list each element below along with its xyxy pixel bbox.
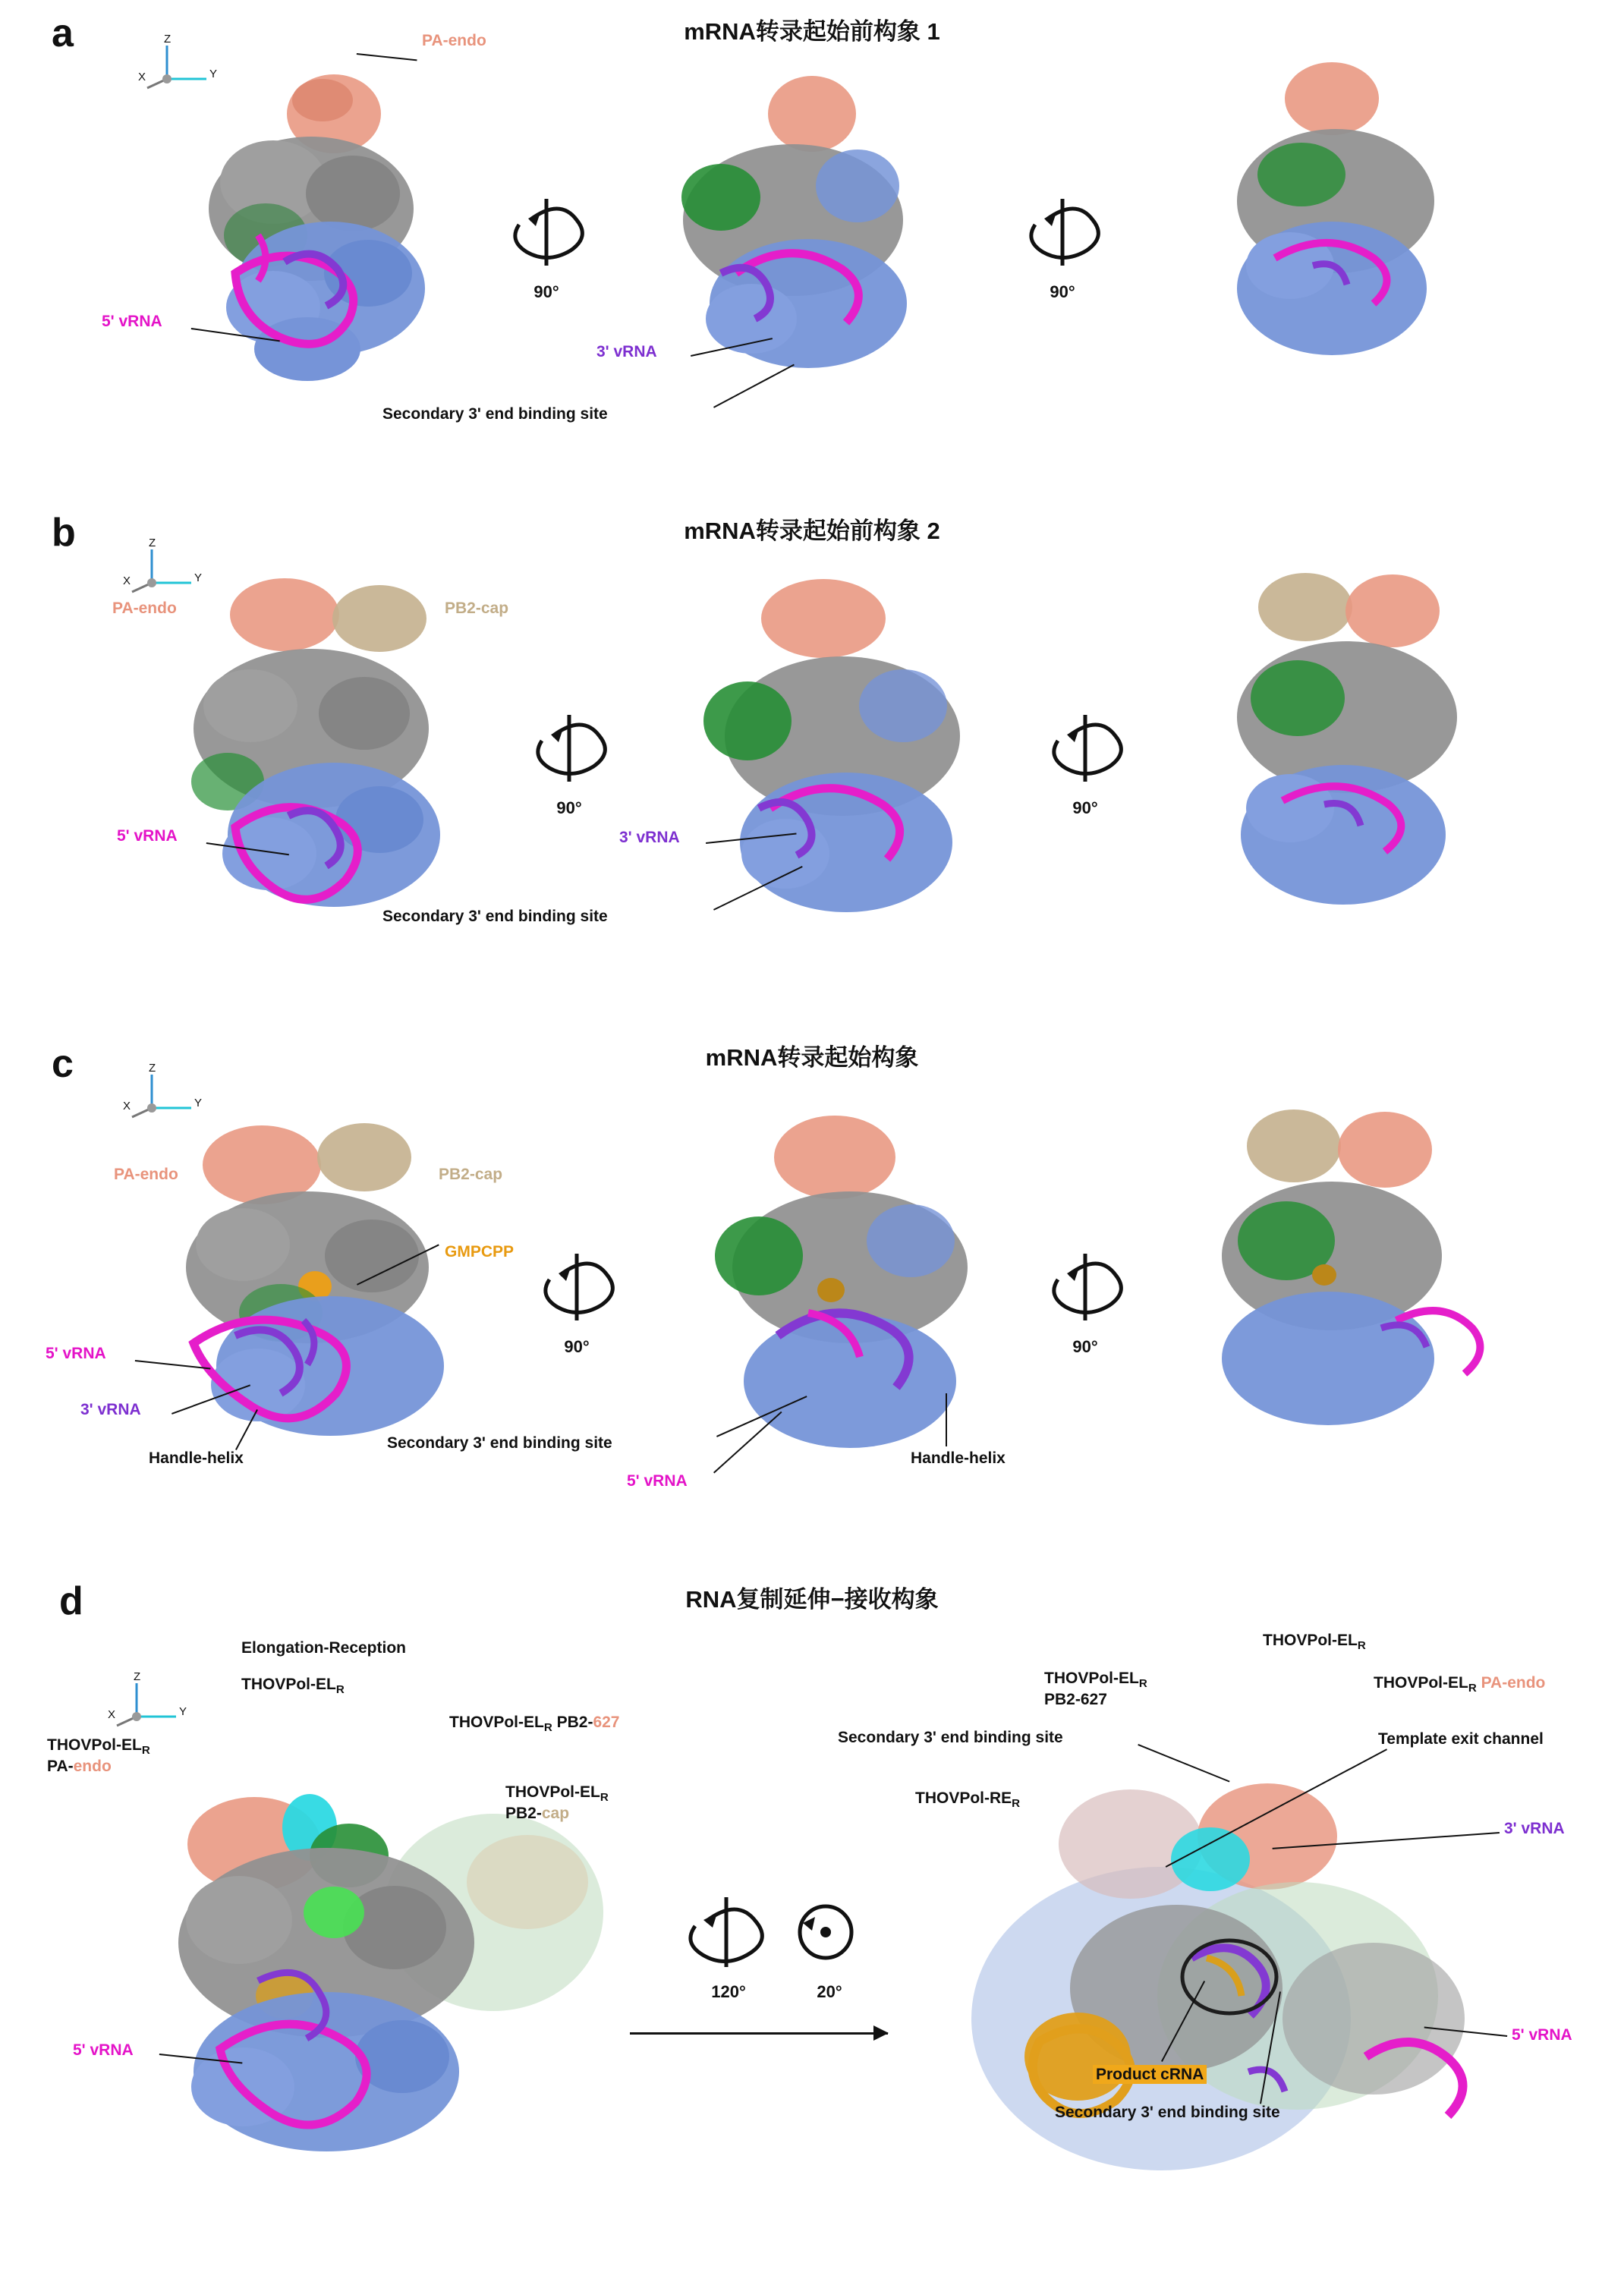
rotation-symbol-a-2: [1017, 190, 1100, 273]
label-pb2-cap-b: PB2-cap: [445, 600, 509, 617]
label-thovpol-el-r-pa-endo-left-tail: PA-: [47, 1758, 74, 1776]
label-thovpol-el-r-right-sub: R: [1357, 1639, 1366, 1653]
label-thovpol-el-r-pb2-cap-left: [505, 1783, 609, 1824]
label-pb2-cap-c: PB2-cap: [439, 1166, 503, 1183]
label-thovpol-re-r-sub: R: [1012, 1797, 1021, 1811]
label-product-crna-text: Product cRNA: [1093, 2065, 1207, 2084]
svg-text:Z: Z: [149, 537, 156, 549]
panel-a-title: mRNA转录起始前构象 1: [684, 18, 940, 45]
label-thovpol-el-r-pa-endo-left-sub: R: [141, 1744, 150, 1758]
structure-c-view3: [1169, 1078, 1525, 1503]
label-thovpol-el-r-pa-endo-left-text: THOVPol-EL: [47, 1736, 142, 1754]
label-thovpol-el-r-right: [1263, 1632, 1366, 1653]
svg-text:X: X: [138, 71, 146, 83]
structure-c-view2: [660, 1085, 1017, 1510]
label-thovpol-el-r-pa-endo-right-text: THOVPol-EL: [1374, 1674, 1468, 1692]
structure-b-view3: [1184, 539, 1518, 964]
structure-a-view2: [630, 46, 949, 440]
panel-d: [0, 1556, 1624, 2285]
structure-d-left: [99, 1692, 615, 2239]
svg-text:X: X: [123, 574, 131, 587]
svg-text:Y: Y: [209, 68, 218, 80]
label-thovpol-el-r-right-text: THOVPol-EL: [1263, 1632, 1358, 1649]
label-thovpol-el-r-pb2-cap-left-sub: R: [600, 1791, 609, 1805]
label-thovpol-el-r-pb2-627-tail2: 627: [593, 1714, 620, 1731]
label-5prime-vrna-a: 5' vRNA: [102, 313, 162, 330]
label-secondary-3prime-site-b: Secondary 3' end binding site: [382, 908, 608, 925]
rotation-label-c-2: 90°: [1072, 1337, 1098, 1356]
rotation-symbol-c-2: [1040, 1245, 1123, 1328]
label-3prime-vrna-a: 3' vRNA: [596, 343, 657, 360]
label-thovpol-el-r-pa-endo-left: [47, 1736, 150, 1777]
label-5prime-vrna-b: 5' vRNA: [117, 827, 178, 845]
label-pa-endo-a: PA-endo: [422, 32, 486, 49]
label-5prime-vrna-c-mid: 5' vRNA: [627, 1472, 688, 1490]
label-thovpol-el-r-pb2-627-tail: PB2-: [552, 1714, 593, 1731]
label-thovpol-el-r-pb2-627: [449, 1714, 620, 1735]
rotation-label-c-1: 90°: [564, 1337, 590, 1356]
svg-text:Y: Y: [179, 1705, 187, 1718]
rotation-symbol-c-1: [531, 1245, 615, 1328]
svg-text:Y: Y: [194, 1097, 203, 1109]
svg-text:Y: Y: [194, 571, 203, 584]
rotation-label-b-1: 90°: [556, 798, 582, 817]
label-thovpol-el-r-pa-endo-left-tail2: endo: [73, 1758, 112, 1776]
rotation-label-d-2: 20°: [817, 1982, 842, 2001]
rotation-symbol-a-1: [501, 190, 584, 273]
svg-text:X: X: [108, 1708, 116, 1721]
label-thovpol-el-r-left-text: THOVPol-EL: [241, 1676, 336, 1693]
label-5prime-vrna-d-right: 5' vRNA: [1512, 2026, 1572, 2044]
label-thovpol-el-r-pa-endo-right: [1374, 1674, 1545, 1695]
panel-a: [0, 0, 1624, 486]
label-thovpol-re-r: [915, 1789, 1020, 1811]
structure-d-right: [903, 1768, 1548, 2254]
rotation-symbol-d-1: [679, 1890, 763, 1973]
svg-text:Z: Z: [164, 33, 172, 46]
label-thovpol-el-r-pb2-627-sub: R: [543, 1721, 552, 1735]
rotation-symbol-b-2: [1040, 706, 1123, 789]
label-5prime-vrna-c: 5' vRNA: [46, 1345, 106, 1362]
panel-b-title: mRNA转录起始前构象 2: [684, 518, 940, 544]
svg-text:X: X: [123, 1100, 131, 1113]
label-thovpol-el-r-left-sub: R: [335, 1683, 345, 1697]
label-template-exit-channel: Template exit channel: [1378, 1730, 1544, 1748]
label-pa-endo-c: PA-endo: [114, 1166, 178, 1183]
rotation-label-d-1: 120°: [711, 1982, 746, 2001]
panel-c-title: mRNA转录起始构象: [705, 1044, 919, 1071]
label-secondary-3prime-site-c: Secondary 3' end binding site: [387, 1434, 612, 1452]
label-secondary-3prime-site-d-bottom: Secondary 3' end binding site: [1055, 2104, 1280, 2121]
label-thovpol-el-r-pb2-cap-left-tail2: cap: [541, 1805, 570, 1823]
label-secondary-3prime-site-a: Secondary 3' end binding site: [382, 405, 608, 423]
label-secondary-3prime-site-d-top: Secondary 3' end binding site: [838, 1729, 1063, 1746]
rotation-label-a-1: 90°: [533, 282, 559, 301]
rotation-label-a-2: 90°: [1050, 282, 1075, 301]
label-5prime-vrna-d-left: 5' vRNA: [73, 2041, 134, 2059]
label-3prime-vrna-c-left: 3' vRNA: [80, 1401, 141, 1418]
structure-a-view3: [1184, 38, 1503, 433]
label-thovpol-el-r-pb2-627-text: THOVPol-EL: [449, 1714, 544, 1731]
panel-c-letter: c: [52, 1042, 74, 1086]
transition-arrow-d: [630, 2032, 888, 2035]
label-handle-helix-c-mid: Handle-helix: [911, 1449, 1006, 1467]
svg-text:Z: Z: [149, 1062, 156, 1075]
label-thovpol-el-r-left: [241, 1676, 345, 1697]
label-3prime-vrna-b: 3' vRNA: [619, 829, 680, 846]
label-handle-helix-c-left: Handle-helix: [149, 1449, 244, 1467]
leader-handle-helix-c-mid: [946, 1393, 947, 1446]
rotation-label-b-2: 90°: [1072, 798, 1098, 817]
label-product-crna: [1093, 2066, 1207, 2085]
label-thovpol-el-r-pb2-cap-left-tail: PB2-: [505, 1805, 542, 1823]
structure-b-view2: [653, 546, 1009, 971]
label-3prime-vrna-d: 3' vRNA: [1504, 1820, 1565, 1837]
label-thovpol-el-r-pb2-627-right: [1044, 1670, 1147, 1710]
svg-text:Z: Z: [134, 1671, 141, 1683]
label-thovpol-el-r-pb2-cap-left-text: THOVPol-EL: [505, 1783, 600, 1801]
label-thovpol-re-r-text: THOVPol-RE: [915, 1789, 1012, 1807]
panel-b-letter: b: [52, 511, 76, 555]
label-gmpcpp-c: GMPCPP: [445, 1243, 515, 1261]
panel-b: [0, 486, 1624, 1017]
label-thovpol-el-r-pa-endo-right-tail: PA-endo: [1476, 1674, 1546, 1692]
panel-a-letter: a: [52, 11, 74, 55]
label-thovpol-el-r-pa-endo-right-sub: R: [1468, 1682, 1477, 1695]
panel-d-title: RNA复制延伸−接收构象: [685, 1586, 939, 1613]
panel-c: [0, 1017, 1624, 1556]
label-thovpol-el-r-pb2-627-right-sub: R: [1138, 1677, 1147, 1691]
rotation-symbol-b-1: [524, 706, 607, 789]
label-thovpol-el-r-pb2-627-right-tail: PB2-627: [1044, 1691, 1107, 1709]
label-pa-endo-b: PA-endo: [112, 600, 177, 617]
label-elongation-reception: Elongation-Reception: [241, 1639, 406, 1657]
rotation-symbol-d-2: [782, 1890, 865, 1973]
label-thovpol-el-r-pb2-627-right-text: THOVPol-EL: [1044, 1670, 1139, 1687]
panel-d-letter: d: [59, 1579, 83, 1623]
structure-a-view1: [152, 46, 471, 440]
